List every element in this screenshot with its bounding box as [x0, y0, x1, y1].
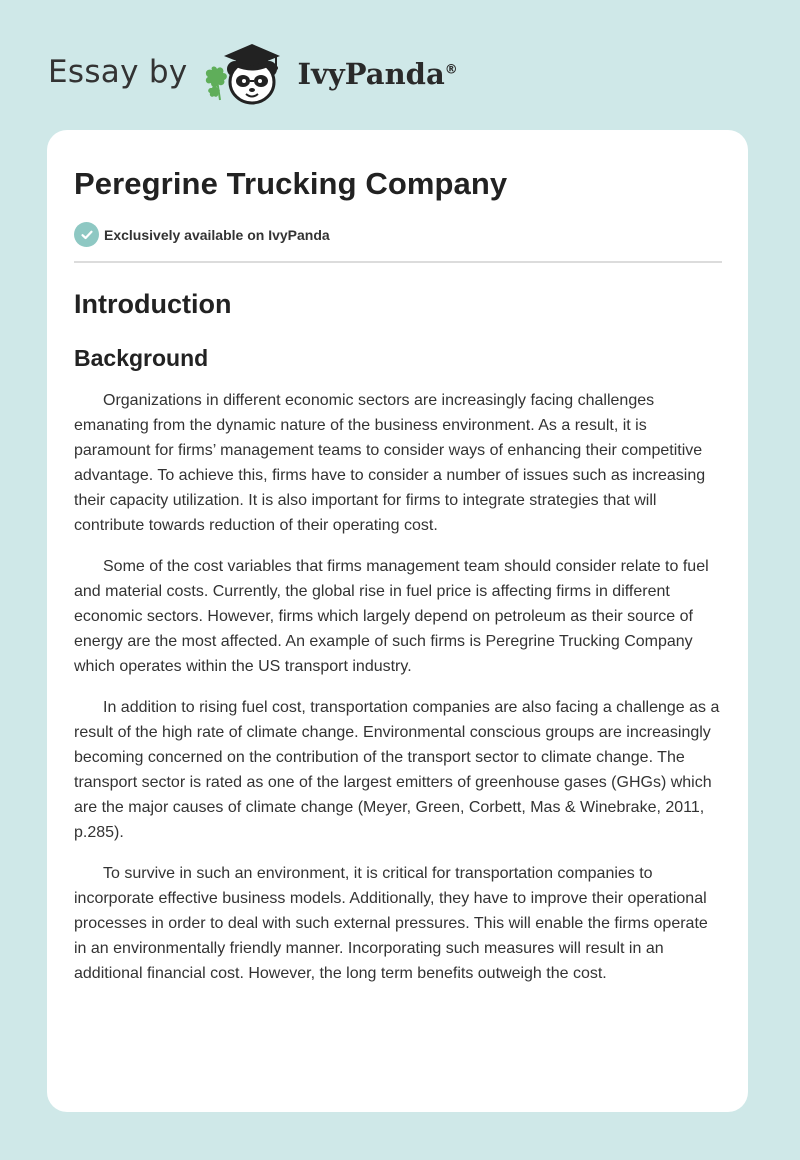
- trademark-symbol: ®: [444, 62, 458, 78]
- page-title: Peregrine Trucking Company: [74, 166, 508, 201]
- divider: [74, 261, 722, 263]
- section-heading-introduction: Introduction: [74, 289, 232, 319]
- paragraph: In addition to rising fuel cost, transportation companies are also facing a challenge as a result of the high rate of climate change. Environmental conscious groups are increasingly becoming concerned on the contribution of the transport sector to climate change. The transport sector is rated as one of the largest emitters of greenhouse gases (GHGs) which are the major causes of climate change (Meyer, Green, Corbett, Mas & Winebrake, 2011, p.285).: [74, 699, 720, 841]
- brand-name: IvyPanda®: [297, 57, 458, 91]
- paragraph: Organizations in different economic sectors are increasingly facing challenges emanating from the dynamic nature of the business environment. As a result, it is paramount for firms’ management teams to consider ways of enhancing their competitive advantage. To achieve this, firms have to consider a number of issues such as increasing their capacity utilization. It is also important for firms to integrate strategies that will contribute towards reduction of their operating cost.: [74, 392, 706, 534]
- brand-header[interactable]: [48, 36, 458, 108]
- brand-prefix: Essay by: [48, 54, 188, 90]
- essay-card: [47, 130, 748, 1112]
- exclusive-label: Exclusively available on IvyPanda: [104, 226, 330, 243]
- panda-graduate-icon: [202, 36, 294, 108]
- paragraph: To survive in such an environment, it is critical for transportation companies to incorporate effective business models. Additionally, they have to improve their operational processes in order to deal with such external pressures. This will enable the firms operate in an environmentally friendly manner. Incorporating such measures will result in an additional financial cost. However, the long term benefits outweigh the cost.: [74, 865, 708, 982]
- check-circle-icon: [74, 222, 99, 247]
- paragraph: Some of the cost variables that firms management team should consider relate to fuel and material costs. Currently, the global rise in fuel price is affecting firms in different economic sectors. However, firms which largely depend on petroleum as their source of energy are the most affected. An example of such firms is Peregrine Trucking Company which operates within the US transport industry.: [74, 558, 709, 675]
- subsection-heading-background: Background: [74, 345, 209, 371]
- exclusive-badge: [74, 222, 722, 247]
